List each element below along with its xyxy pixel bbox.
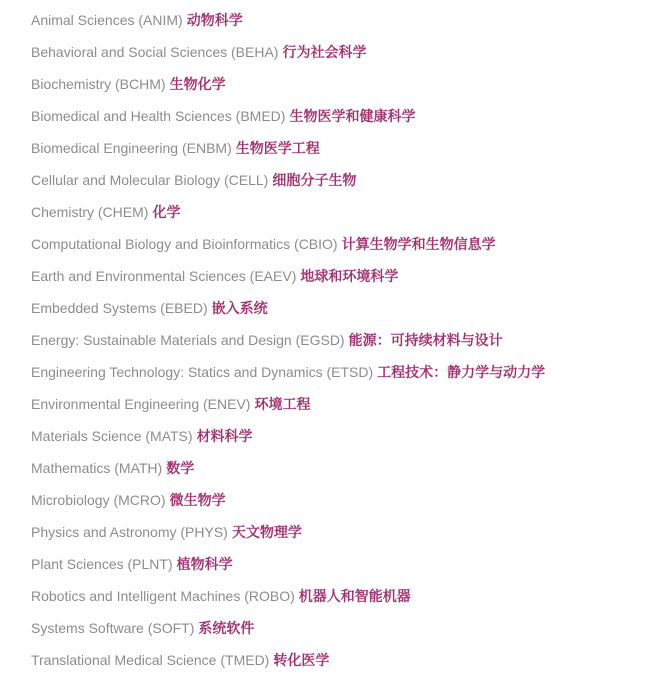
program-name-en: Environmental Engineering (ENEV) bbox=[31, 396, 251, 412]
program-item bbox=[31, 102, 545, 134]
program-item bbox=[31, 230, 545, 262]
program-item bbox=[31, 390, 545, 422]
program-item bbox=[31, 582, 545, 614]
program-name-zh: 转化医学 bbox=[273, 653, 330, 669]
program-item bbox=[31, 6, 545, 38]
program-item bbox=[31, 70, 545, 102]
program-item bbox=[31, 550, 545, 582]
program-item bbox=[31, 134, 545, 166]
program-name-zh: 天文物理学 bbox=[231, 525, 302, 541]
program-name-zh: 系统软件 bbox=[198, 621, 255, 637]
program-name-zh: 行为社会科学 bbox=[282, 45, 367, 61]
program-item bbox=[31, 38, 545, 70]
program-name-en: Embedded Systems (EBED) bbox=[31, 300, 208, 316]
program-item bbox=[31, 518, 545, 550]
program-name-zh: 细胞分子生物 bbox=[272, 173, 357, 189]
program-name-zh: 能源：可持续材料与设计 bbox=[348, 333, 503, 349]
program-item bbox=[31, 614, 545, 646]
program-name-en: Translational Medical Science (TMED) bbox=[31, 652, 270, 668]
program-name-en: Cellular and Molecular Biology (CELL) bbox=[31, 172, 269, 188]
program-name-en: Earth and Environmental Sciences (EAEV) bbox=[31, 268, 297, 284]
program-name-en: Plant Sciences (PLNT) bbox=[31, 556, 173, 572]
program-name-zh: 动物科学 bbox=[186, 13, 243, 29]
program-item bbox=[31, 422, 545, 454]
program-name-en: Computational Biology and Bioinformatics (CBIO) bbox=[31, 236, 338, 252]
program-name-en: Physics and Astronomy (PHYS) bbox=[31, 524, 228, 540]
program-name-zh: 工程技术：静力学与动力学 bbox=[377, 365, 546, 381]
program-item bbox=[31, 262, 545, 294]
program-list bbox=[31, 6, 545, 678]
program-name-zh: 化学 bbox=[152, 205, 181, 221]
program-name-en: Biomedical and Health Sciences (BMED) bbox=[31, 108, 286, 124]
program-name-en: Chemistry (CHEM) bbox=[31, 204, 149, 220]
program-name-zh: 生物医学工程 bbox=[235, 141, 320, 157]
program-name-zh: 生物医学和健康科学 bbox=[289, 109, 416, 125]
program-name-zh: 材料科学 bbox=[196, 429, 253, 445]
program-name-en: Microbiology (MCRO) bbox=[31, 492, 166, 508]
program-name-zh: 嵌入系统 bbox=[211, 301, 268, 317]
program-name-zh: 环境工程 bbox=[254, 397, 311, 413]
program-name-en: Biomedical Engineering (ENBM) bbox=[31, 140, 232, 156]
program-item bbox=[31, 294, 545, 326]
program-name-zh: 微生物学 bbox=[169, 493, 226, 509]
program-name-zh: 地球和环境科学 bbox=[300, 269, 399, 285]
program-item bbox=[31, 198, 545, 230]
program-name-en: Materials Science (MATS) bbox=[31, 428, 193, 444]
program-item bbox=[31, 326, 545, 358]
program-name-en: Engineering Technology: Statics and Dynamics (ETSD) bbox=[31, 364, 374, 380]
program-name-en: Energy: Sustainable Materials and Design (EGSD) bbox=[31, 332, 345, 348]
program-name-en: Robotics and Intelligent Machines (ROBO) bbox=[31, 588, 295, 604]
program-name-en: Behavioral and Social Sciences (BEHA) bbox=[31, 44, 279, 60]
program-name-en: Systems Software (SOFT) bbox=[31, 620, 195, 636]
program-item bbox=[31, 646, 545, 678]
program-name-zh: 植物科学 bbox=[176, 557, 233, 573]
program-name-en: Biochemistry (BCHM) bbox=[31, 76, 166, 92]
program-name-zh: 数学 bbox=[166, 461, 195, 477]
program-name-en: Mathematics (MATH) bbox=[31, 460, 163, 476]
program-name-en: Animal Sciences (ANIM) bbox=[31, 12, 183, 28]
program-name-zh: 生物化学 bbox=[169, 77, 226, 93]
program-item bbox=[31, 454, 545, 486]
program-name-zh: 计算生物学和生物信息学 bbox=[341, 237, 496, 253]
program-item bbox=[31, 486, 545, 518]
program-name-zh: 机器人和智能机器 bbox=[298, 589, 411, 605]
program-item bbox=[31, 358, 545, 390]
program-item bbox=[31, 166, 545, 198]
